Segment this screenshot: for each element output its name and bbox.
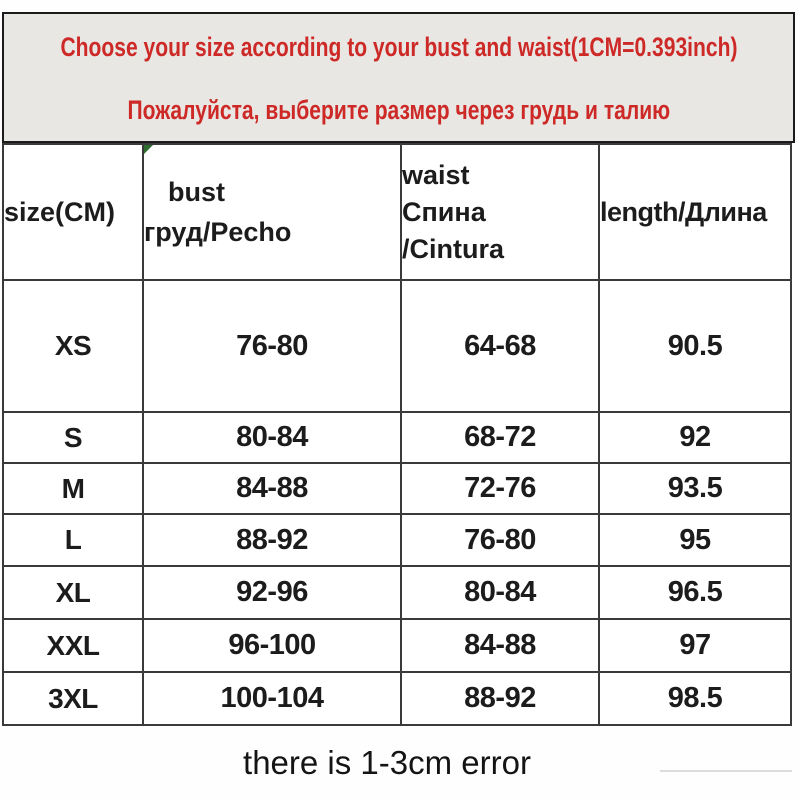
waist-cell: 88-92: [401, 672, 599, 725]
size-cell: 3XL: [3, 672, 143, 725]
bust-cell: 88-92: [143, 514, 401, 566]
header-size-label: size(CM): [4, 196, 116, 227]
size-table: [2, 143, 792, 726]
length-cell: 90.5: [599, 280, 791, 412]
size-cell: S: [3, 412, 143, 463]
length-cell: 95: [599, 514, 791, 566]
header-bust-cell: [143, 144, 401, 280]
table-row-3xl: [3, 672, 791, 725]
header-bust-line2: груд/Pecho: [144, 217, 292, 247]
length-cell: 93.5: [599, 463, 791, 514]
bust-cell: 96-100: [143, 619, 401, 672]
length-cell: 96.5: [599, 566, 791, 619]
table-row-xxl: [3, 619, 791, 672]
size-cell: L: [3, 514, 143, 566]
header-waist-line1: waist: [402, 159, 470, 190]
header-waist-cell: [401, 144, 599, 280]
waist-cell: 64-68: [401, 280, 599, 412]
length-cell: 92: [599, 412, 791, 463]
waist-cell: 76-80: [401, 514, 599, 566]
bust-cell: 76-80: [143, 280, 401, 412]
size-cell: XXL: [3, 619, 143, 672]
faint-artifact-line: [660, 770, 792, 772]
banner-english-text: Choose your size according to your bust and waist(1CM=0.393inch): [60, 31, 737, 62]
table-row-m: [3, 463, 791, 514]
table-row-xs: [3, 280, 791, 412]
table-row-s: [3, 412, 791, 463]
header-waist-line2: Спина: [402, 196, 486, 227]
bust-cell: 92-96: [143, 566, 401, 619]
length-cell: 97: [599, 619, 791, 672]
size-cell: XS: [3, 280, 143, 412]
header-waist-line3: /Cintura: [402, 233, 505, 264]
size-cell: XL: [3, 566, 143, 619]
bust-cell: 84-88: [143, 463, 401, 514]
header-length-cell: [599, 144, 791, 280]
green-corner-marker-icon: [144, 145, 153, 154]
tolerance-note: there is 1-3cm error: [243, 744, 531, 781]
header-length-label: length/Длина: [600, 196, 767, 227]
bust-cell: 100-104: [143, 672, 401, 725]
table-row-xl: [3, 566, 791, 619]
waist-cell: 72-76: [401, 463, 599, 514]
header-bust-line1: bust: [168, 177, 225, 207]
table-row-l: [3, 514, 791, 566]
table-header-row: [3, 144, 791, 280]
waist-cell: 80-84: [401, 566, 599, 619]
length-cell: 98.5: [599, 672, 791, 725]
banner-russian-text: Пожалуйста, выберите размер через грудь и талию: [127, 95, 670, 125]
waist-cell: 84-88: [401, 619, 599, 672]
banner-english: [2, 12, 795, 82]
bust-cell: 80-84: [143, 412, 401, 463]
header-size-cell: [3, 144, 143, 280]
waist-cell: 68-72: [401, 412, 599, 463]
banner-russian: [2, 80, 795, 143]
size-cell: M: [3, 463, 143, 514]
